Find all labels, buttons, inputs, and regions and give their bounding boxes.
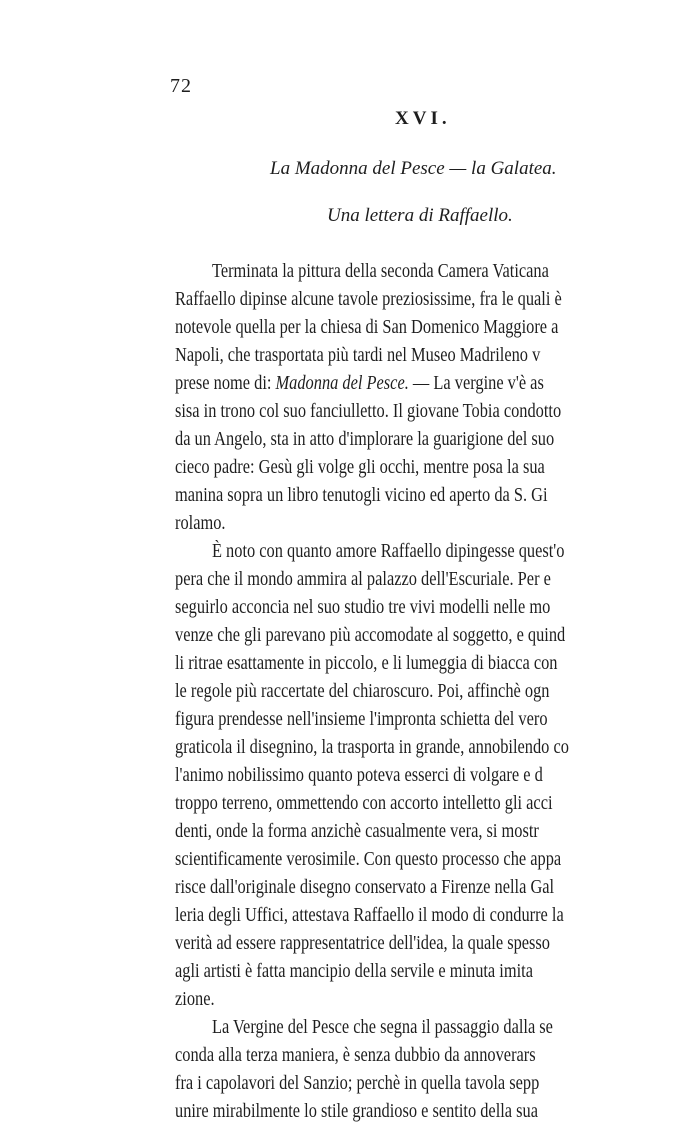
text-line: graticola il disegnino, la trasporta in grande, annobilendo co [175, 737, 569, 758]
text-line: Raffaello dipinse alcune tavole preziosissime, fra le quali è [175, 289, 562, 310]
text-line: rolamo. [175, 513, 226, 534]
text-line: zione. [175, 989, 215, 1010]
text-line: manina sopra un libro tenutogli vicino ed aperto da S. Gi [175, 485, 548, 506]
text-span: — La vergine v'è as [408, 373, 544, 394]
italic-title: Madonna del Pesce. [275, 373, 409, 394]
text-line: li ritrae esattamente in piccolo, e li lumeggia di biacca con [175, 653, 558, 674]
text-line: notevole quella per la chiesa di San Domenico Maggiore a [175, 317, 559, 338]
text-line: figura prendesse nell'insieme l'impronta schietta del vero [175, 709, 548, 730]
text-line: Napoli, che trasportata più tardi nel Museo Madrileno v [175, 345, 541, 366]
text-line: troppo terreno, ommettendo con accorto intelletto gli acci [175, 793, 553, 814]
text-line: conda alla terza maniera, è senza dubbio da annoverars [175, 1045, 536, 1066]
chapter-subtitle-2: Una lettera di Raffaello. [327, 205, 513, 226]
chapter-subtitle: La Madonna del Pesce — la Galatea. [270, 158, 557, 179]
text-line: unire mirabilmente lo stile grandioso e sentito della sua [175, 1101, 539, 1122]
text-line: risce dall'originale disegno conservato a Firenze nella Gal [175, 877, 555, 898]
text-line: seguirlo acconcia nel suo studio tre vivi modelli nelle mo [175, 597, 551, 618]
text-line: l'animo nobilissimo quanto poteva esserci di volgare e d [175, 765, 543, 786]
text-line: È noto con quanto amore Raffaello dipingesse quest'o [211, 541, 565, 562]
text-span: prese nome di: [175, 373, 276, 394]
text-line: La Vergine del Pesce che segna il passaggio dalla se [211, 1017, 553, 1038]
text-line [175, 370, 616, 398]
text-line: da un Angelo, sta in atto d'implorare la guarigione del suo [175, 429, 555, 450]
text-line: sisa in trono col suo fanciulletto. Il giovane Tobia condotto [175, 401, 562, 422]
text-line: cieco padre: Gesù gli volge gli occhi, mentre posa la sua [175, 457, 545, 478]
text-line: le regole più raccertate del chiaroscuro. Poi, affinchè ogn [175, 681, 550, 702]
page-number: 72 [170, 75, 192, 97]
text-line: fra i capolavori del Sanzio; perchè in quella tavola sepp [175, 1073, 540, 1094]
text-line: Terminata la pittura della seconda Camera Vaticana [211, 261, 549, 282]
text-line: denti, onde la forma anzichè casualmente vera, si mostr [175, 821, 539, 842]
text-line: pera che il mondo ammira al palazzo dell'Escuriale. Per e [175, 569, 551, 590]
text-line: venze che gli parevano più accomodate al soggetto, e quind [175, 625, 566, 646]
chapter-heading: XVI. [395, 108, 451, 129]
text-line: scientificamente verosimile. Con questo processo che appa [175, 849, 562, 870]
text-line: verità ad essere rappresentatrice dell'idea, la quale spesso [175, 933, 550, 954]
text-line: agli artisti è fatta mancipio della servile e minuta imita [175, 961, 533, 982]
text-line: leria degli Uffici, attestava Raffaello il modo di condurre la [175, 905, 564, 926]
